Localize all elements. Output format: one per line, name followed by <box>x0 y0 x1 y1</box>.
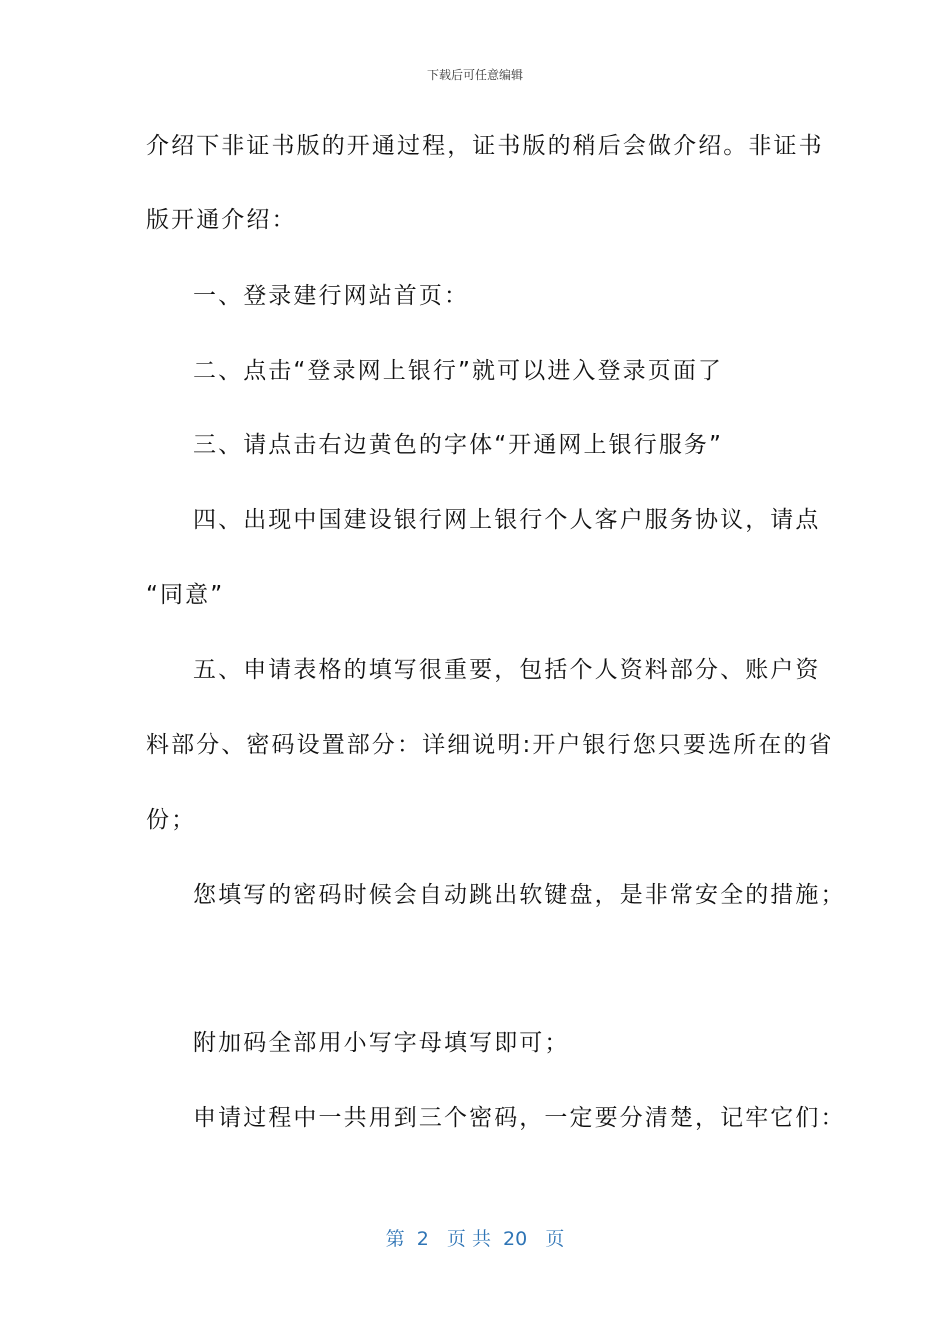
step-3-line: 三、请点击右边黄色的字体“开通网上银行服务” <box>193 432 724 458</box>
page-footer: 第 2 页 共 20 页 <box>385 1228 565 1250</box>
step-4-line: 四、出现中国建设银行网上银行个人客户服务协议，请点 <box>193 507 821 533</box>
paragraph-line-2: 版开通介绍： <box>146 207 297 233</box>
password-note-line: 您填写的密码时候会自动跳出软键盘，是非常安全的措施； <box>193 882 846 908</box>
step-1-line: 一、登录建行网站首页： <box>193 283 470 309</box>
captcha-note-line: 附加码全部用小写字母填写即可； <box>193 1030 570 1056</box>
step-5-continuation-1: 料部分、密码设置部分：详细说明:开户银行您只要选所在的省 <box>146 732 834 758</box>
paragraph-line-1: 介绍下非证书版的开通过程，证书版的稍后会做介绍。非证书 <box>146 133 824 159</box>
step-5-continuation-2: 份； <box>146 807 197 833</box>
step-4-continuation: “同意” <box>146 582 225 608</box>
page-header: 下载后可任意编辑 <box>426 68 523 82</box>
step-5-line: 五、申请表格的填写很重要，包括个人资料部分、账户资 <box>193 657 821 683</box>
step-2-line: 二、点击“登录网上银行”就可以进入登录页面了 <box>193 358 724 384</box>
three-passwords-line: 申请过程中一共用到三个密码，一定要分清楚，记牢它们： <box>193 1105 846 1131</box>
